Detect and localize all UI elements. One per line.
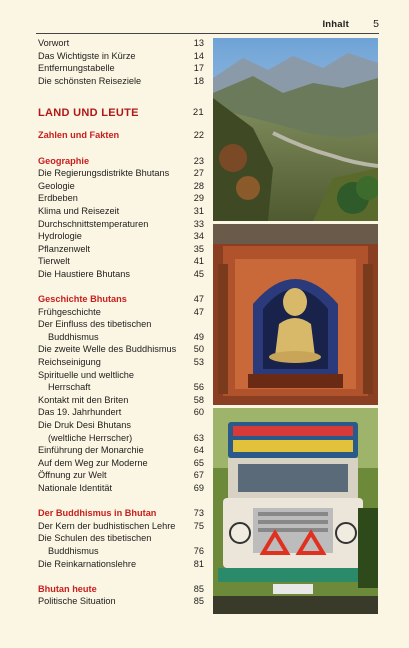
toc-entry-title: Einführung der Monarchie bbox=[38, 445, 144, 456]
toc-entry-title: Der Kern der budhistischen Lehre bbox=[38, 520, 176, 531]
toc-spacer bbox=[38, 121, 204, 129]
toc-entry[interactable] bbox=[38, 457, 204, 470]
toc-entry-page: 17 bbox=[193, 63, 204, 74]
toc-entry-page: 63 bbox=[193, 432, 204, 443]
toc-entry-page: 31 bbox=[193, 205, 204, 216]
toc-entry-page: 85 bbox=[193, 596, 204, 607]
toc-entry-title: Der Buddhismus in Bhutan bbox=[38, 508, 157, 519]
toc-entry[interactable] bbox=[38, 243, 204, 256]
toc-entry-page: 21 bbox=[192, 107, 204, 119]
toc-entry-title: Die Regierungsdistrikte Bhutans bbox=[38, 168, 170, 179]
toc-entry-title: Nationale Identität bbox=[38, 483, 113, 493]
toc-spacer bbox=[38, 495, 204, 508]
toc-entry-title: Das Wichtigste in Kürze bbox=[38, 50, 136, 61]
toc-entry-title: Bhutan heute bbox=[38, 583, 97, 594]
toc-entry-title: Die Haustiere Bhutans bbox=[38, 268, 130, 279]
toc-entry-page: 67 bbox=[193, 470, 204, 481]
toc-entry-page: 28 bbox=[193, 180, 204, 191]
toc-entry-title: Erdbeben bbox=[38, 193, 78, 204]
toc-entry[interactable] bbox=[38, 469, 204, 482]
toc-entry-title: Der Einfluss des tibetischen bbox=[38, 319, 152, 330]
toc-entry-page: 75 bbox=[193, 520, 204, 531]
toc-entry-title: Auf dem Weg zur Moderne bbox=[38, 457, 148, 468]
toc-entry[interactable] bbox=[38, 75, 204, 88]
toc-entry-title: Klima und Reisezeit bbox=[38, 205, 120, 216]
toc-entry-page: 23 bbox=[193, 155, 204, 166]
toc-section-heading[interactable] bbox=[38, 293, 204, 306]
toc-entry-page: 53 bbox=[193, 357, 204, 368]
toc-entry-title: Tierwelt bbox=[38, 256, 70, 267]
toc-entry[interactable] bbox=[38, 205, 204, 218]
toc-entry-title: Herrschaft bbox=[48, 382, 91, 393]
toc-entry-title: Spirituelle und weltliche bbox=[38, 369, 135, 380]
toc-entry-title: Das 19. Jahrhundert bbox=[38, 407, 122, 418]
toc-entry-title: Buddhismus bbox=[48, 331, 99, 342]
toc-entry-continuation[interactable] bbox=[38, 331, 204, 344]
toc-entry-title: Politische Situation bbox=[38, 596, 116, 607]
toc-entry-title: Kontakt mit den Briten bbox=[38, 394, 129, 405]
toc-entry-title: Frühgeschichte bbox=[38, 306, 101, 317]
toc-section-heading[interactable] bbox=[38, 155, 204, 168]
buddha-shrine-photo bbox=[213, 224, 378, 405]
toc-entry-page: 47 bbox=[193, 294, 204, 305]
toc-entry[interactable] bbox=[38, 356, 204, 369]
toc-entry[interactable] bbox=[38, 444, 204, 457]
toc-entry-title: Die zweite Welle des Buddhismus bbox=[38, 344, 177, 355]
toc-entry[interactable] bbox=[38, 192, 204, 205]
toc-entry[interactable] bbox=[38, 180, 204, 193]
toc-entry[interactable] bbox=[38, 37, 204, 50]
toc-entry-page: 69 bbox=[193, 483, 204, 493]
toc-entry[interactable] bbox=[38, 558, 204, 571]
toc-section-heading[interactable] bbox=[38, 507, 204, 520]
toc-entry[interactable] bbox=[38, 419, 204, 432]
toc-entry-page: 50 bbox=[193, 344, 204, 355]
toc-entry-continuation[interactable] bbox=[38, 381, 204, 394]
toc-entry[interactable] bbox=[38, 167, 204, 180]
toc-part-heading[interactable] bbox=[38, 105, 204, 121]
toc-entry-page: 14 bbox=[193, 50, 204, 61]
toc-entry-page: 34 bbox=[193, 231, 204, 242]
toc-entry-title: Hydrologie bbox=[38, 231, 82, 242]
toc-entry-title: (weltliche Herrscher) bbox=[48, 432, 133, 443]
toc-entry[interactable] bbox=[38, 255, 204, 268]
valley-photo bbox=[213, 38, 378, 221]
toc-entry-page: 64 bbox=[193, 445, 204, 456]
toc-entry[interactable] bbox=[38, 394, 204, 407]
toc-spacer bbox=[38, 142, 204, 155]
toc-entry-continuation[interactable] bbox=[38, 545, 204, 558]
toc-entry-title: Die Schulen des tibetischen bbox=[38, 533, 152, 544]
toc-entry[interactable] bbox=[38, 230, 204, 243]
toc-entry-title: Zahlen und Fakten bbox=[38, 130, 120, 141]
toc-spacer bbox=[38, 87, 204, 105]
toc-entry-page: 65 bbox=[193, 457, 204, 468]
page-number: 5 bbox=[373, 18, 379, 30]
toc-entry[interactable] bbox=[38, 369, 204, 382]
toc-entry-page: 29 bbox=[193, 193, 204, 204]
toc-entry-page: 58 bbox=[193, 394, 204, 405]
toc-entry[interactable] bbox=[38, 595, 204, 608]
toc-entry-page: 56 bbox=[193, 382, 204, 393]
toc-entry-page: 22 bbox=[193, 130, 204, 141]
toc-entry-title: Reichseinigung bbox=[38, 357, 101, 368]
toc-entry[interactable] bbox=[38, 218, 204, 231]
toc-entry-page: 49 bbox=[193, 331, 204, 342]
toc-entry-title: Öffnung zur Welt bbox=[38, 470, 107, 481]
toc-spacer bbox=[38, 570, 204, 583]
decorated-truck-photo bbox=[213, 408, 378, 614]
toc-entry[interactable] bbox=[38, 62, 204, 75]
toc-entry-page: 76 bbox=[193, 545, 204, 556]
toc-entry-page: 27 bbox=[193, 168, 204, 179]
toc-entry-title: Durchschnittstemperaturen bbox=[38, 218, 149, 229]
toc-entry-page: 73 bbox=[193, 508, 204, 519]
toc-entry-page: 60 bbox=[193, 407, 204, 418]
toc-entry-page: 85 bbox=[193, 583, 204, 594]
toc-entry-page: 13 bbox=[193, 38, 204, 48]
toc-section-heading[interactable] bbox=[38, 129, 204, 142]
toc-entry[interactable] bbox=[38, 406, 204, 419]
toc-entry[interactable] bbox=[38, 343, 204, 356]
toc-entry[interactable] bbox=[38, 520, 204, 533]
toc-entry[interactable] bbox=[38, 268, 204, 281]
toc-entry[interactable] bbox=[38, 532, 204, 545]
header-rule bbox=[36, 33, 379, 34]
toc-entry-page: 33 bbox=[193, 218, 204, 229]
toc-entry-continuation[interactable] bbox=[38, 432, 204, 445]
toc-entry-page: 81 bbox=[193, 558, 204, 569]
toc-entry[interactable] bbox=[38, 50, 204, 63]
toc-entry-page: 18 bbox=[193, 75, 204, 86]
toc-entry-title: LAND UND LEUTE bbox=[38, 107, 139, 120]
toc-entry-title: Geologie bbox=[38, 180, 75, 191]
toc-entry-page: 47 bbox=[193, 306, 204, 317]
toc-entry-page: 41 bbox=[193, 256, 204, 267]
toc-entry-title: Die schönsten Reiseziele bbox=[38, 75, 142, 86]
page-header bbox=[36, 19, 379, 33]
toc-entry-title: Die Reinkarnationslehre bbox=[38, 558, 137, 569]
toc-entry-title: Pflanzenwelt bbox=[38, 243, 91, 254]
table-of-contents bbox=[38, 37, 204, 608]
toc-entry-title: Entfernungstabelle bbox=[38, 63, 115, 74]
toc-entry[interactable] bbox=[38, 482, 204, 495]
toc-entry-title: Geographie bbox=[38, 155, 90, 166]
toc-spacer bbox=[38, 281, 204, 294]
toc-entry-title: Geschichte Bhutans bbox=[38, 294, 127, 305]
toc-entry-title: Die Druk Desi Bhutans bbox=[38, 420, 131, 431]
toc-section-heading[interactable] bbox=[38, 583, 204, 596]
toc-entry-page: 45 bbox=[193, 268, 204, 279]
toc-entry[interactable] bbox=[38, 306, 204, 319]
toc-entry-title: Vorwort bbox=[38, 38, 70, 48]
toc-entry[interactable] bbox=[38, 318, 204, 331]
running-title: Inhalt bbox=[322, 19, 349, 30]
toc-entry-title: Buddhismus bbox=[48, 545, 99, 556]
toc-entry-page: 35 bbox=[193, 243, 204, 254]
